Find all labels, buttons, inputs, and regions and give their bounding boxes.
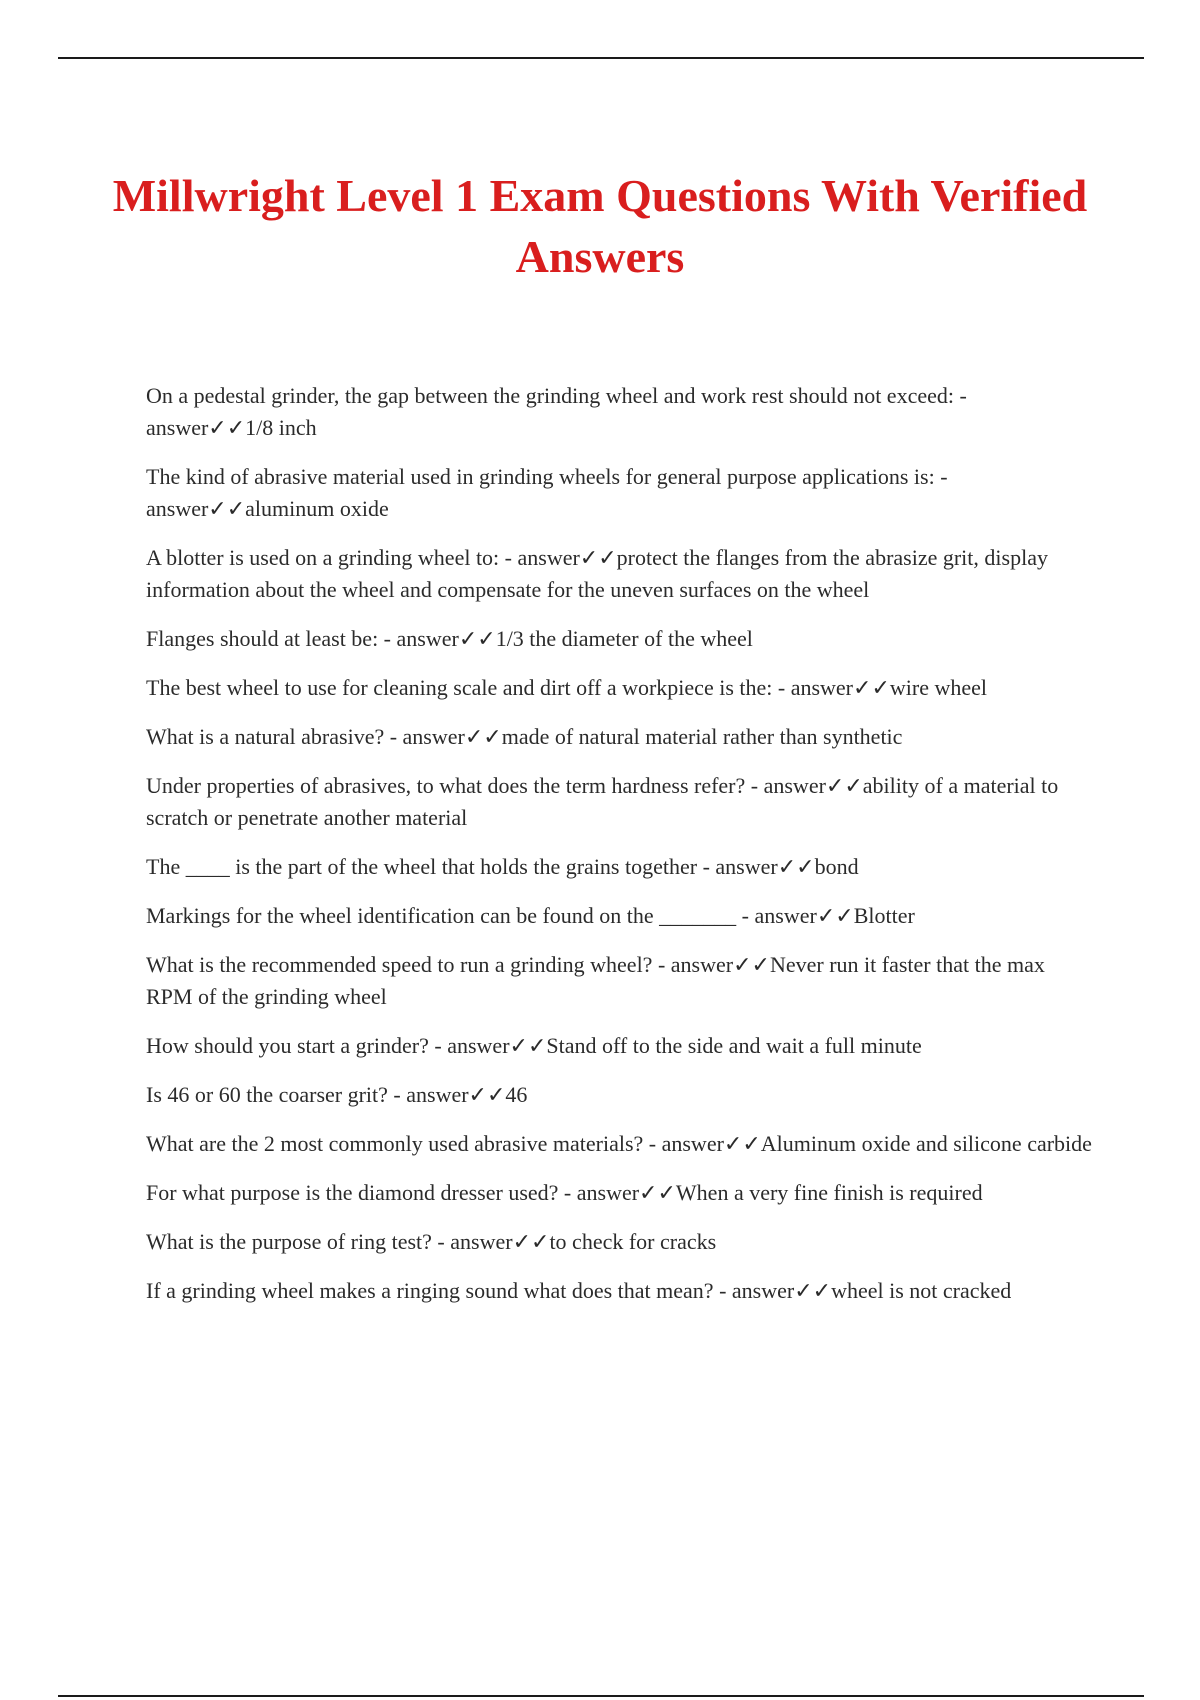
qa-question: What is a natural abrasive? - (146, 724, 403, 749)
qa-list (146, 380, 1096, 1324)
qa-answer: ability of a material to scratch or penetrate another material (146, 773, 1059, 830)
qa-answer-prefix: answer✓✓ (763, 773, 863, 798)
qa-answer: 1/8 inch (245, 415, 317, 440)
qa-question: The ____ is the part of the wheel that holds the grains together - (146, 854, 716, 879)
qa-item (146, 1275, 1096, 1307)
qa-answer: wheel is not cracked (831, 1278, 1012, 1303)
qa-answer-prefix: answer✓✓ (576, 1180, 676, 1205)
qa-answer-prefix: answer✓✓ (661, 1131, 761, 1156)
qa-answer: Stand off to the side and wait a full minute (546, 1033, 922, 1058)
qa-question: The kind of abrasive material used in grinding wheels for general purpose applications is: - (146, 464, 948, 489)
qa-item (146, 461, 1096, 525)
qa-item (146, 770, 1096, 834)
qa-item (146, 949, 1096, 1013)
qa-question: The best wheel to use for cleaning scale and dirt off a workpiece is the: - (146, 675, 791, 700)
qa-item (146, 851, 1096, 883)
qa-answer-prefix: answer✓✓ (146, 496, 246, 521)
qa-answer-prefix: answer✓✓ (402, 724, 502, 749)
qa-answer-prefix: answer✓✓ (670, 952, 770, 977)
header-rule (58, 57, 1144, 59)
qa-answer-prefix: answer✓✓ (447, 1033, 547, 1058)
document-title: Millwright Level 1 Exam Questions With Verified Answers (112, 170, 1088, 282)
qa-answer: 46 (505, 1082, 528, 1107)
qa-answer-prefix: answer✓✓ (731, 1278, 832, 1303)
qa-question: What is the purpose of ring test? - (146, 1229, 451, 1254)
qa-question: Is 46 or 60 the coarser grit? - (146, 1082, 407, 1107)
qa-question: A blotter is used on a grinding wheel to: - (146, 545, 518, 570)
qa-question: What is the recommended speed to run a grinding wheel? - (146, 952, 671, 977)
qa-item (146, 542, 1096, 606)
qa-answer: When a very fine finish is required (675, 1180, 983, 1205)
qa-answer: bond (814, 854, 859, 879)
qa-answer: made of natural material rather than synthetic (501, 724, 903, 749)
qa-item (146, 672, 1096, 704)
qa-item (146, 380, 1096, 444)
qa-answer-prefix: answer✓✓ (396, 626, 496, 651)
qa-answer-prefix: answer✓✓ (450, 1229, 550, 1254)
qa-item (146, 1226, 1096, 1258)
qa-answer: 1/3 the diameter of the wheel (495, 626, 753, 651)
qa-item (146, 721, 1096, 753)
qa-question: What are the 2 most commonly used abrasive materials? - (146, 1131, 662, 1156)
qa-item (146, 1030, 1096, 1062)
qa-answer: Never run it faster that the max RPM of the grinding wheel (146, 952, 1045, 1009)
qa-answer: Aluminum oxide and silicone carbide (760, 1131, 1092, 1156)
qa-answer-prefix: answer✓✓ (517, 545, 617, 570)
qa-question: Markings for the wheel identification can be found on the _______ - (146, 903, 755, 928)
qa-question: For what purpose is the diamond dresser used? - (146, 1180, 577, 1205)
qa-answer-prefix: answer✓✓ (406, 1082, 506, 1107)
qa-item (146, 1079, 1096, 1111)
qa-question: How should you start a grinder? - (146, 1033, 448, 1058)
qa-answer-prefix: answer✓✓ (754, 903, 854, 928)
qa-answer: aluminum oxide (245, 496, 389, 521)
qa-answer: protect the flanges from the abrasize grit, display information about the wheel and compensate for the uneven surfaces on the wheel (146, 545, 1048, 602)
qa-answer: Blotter (853, 903, 915, 928)
qa-answer: to check for cracks (549, 1229, 717, 1254)
qa-answer-prefix: answer✓✓ (715, 854, 815, 879)
qa-question: Under properties of abrasives, to what does the term hardness refer? - (146, 773, 764, 798)
qa-question: Flanges should at least be: - (146, 626, 397, 651)
qa-answer-prefix: answer✓✓ (790, 675, 890, 700)
qa-item (146, 1128, 1096, 1160)
qa-answer-prefix: answer✓✓ (146, 415, 246, 440)
qa-item (146, 623, 1096, 655)
qa-item (146, 900, 1096, 932)
footer-rule (58, 1695, 1144, 1697)
qa-question: If a grinding wheel makes a ringing sound what does that mean? - (146, 1278, 732, 1303)
qa-question: On a pedestal grinder, the gap between the grinding wheel and work rest should not exceed: - (146, 383, 967, 408)
qa-answer: wire wheel (889, 675, 987, 700)
qa-item (146, 1177, 1096, 1209)
